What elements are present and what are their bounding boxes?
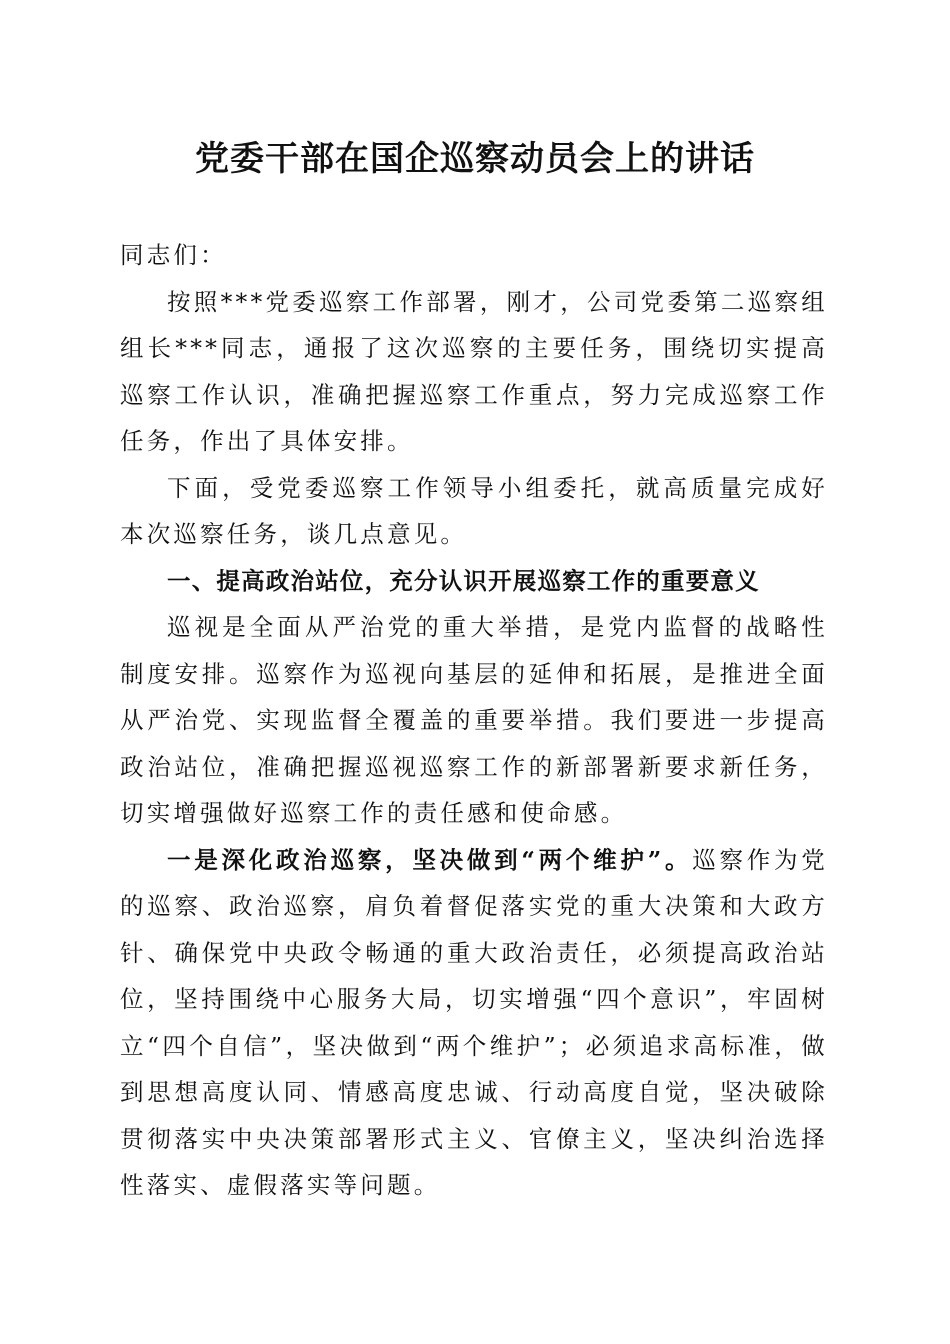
section-paragraph: 巡视是全面从严治党的重大举措，是党内监督的战略性制度安排。巡察作为巡视向基层的延伸和拓展，是推进全面从严治党、实现监督全覆盖的重要举措。我们要进一步提高政治站位，准确把握巡视巡察工作的新部署新要求新任务，切实增强做好巡察工作的责任感和使命感。 — [120, 613, 828, 827]
intro-paragraph: 按照***党委巡察工作部署，刚才，公司党委第二巡察组组长***同志，通报了这次巡察的主要任务，围绕切实提高巡察工作认识，准确把握巡察工作重点，努力完成巡察工作任务，作出了具体安排。 — [120, 287, 828, 455]
page-title: 党委干部在国企巡察动员会上的讲话 — [195, 139, 755, 179]
document-body — [120, 232, 828, 1209]
intro-paragraph: 下面，受党委巡察工作领导小组委托，就高质量完成好本次巡察任务，谈几点意见。 — [120, 473, 828, 548]
point-text: 巡察作为党的巡察、政治巡察，肩负着督促落实党的重大决策和大政方针、确保党中央政令畅通的重大政治责任，必须提高政治站位，坚持围绕中心服务大局，切实增强“四个意识”，牢固树立“四个自信”，坚决做到“两个维护”；必须追求高标准，做到思想高度认同、情感高度忠诚、行动高度自觉，坚决破除贯彻落实中央决策部署形式主义、官僚主义，坚决纠治选择性落实、虚假落实等问题。 — [120, 845, 828, 1199]
point-paragraph — [120, 837, 828, 1209]
salutation: 同志们： — [120, 241, 227, 269]
section-heading: 一、提高政治站位，充分认识开展巡察工作的重要意义 — [167, 566, 760, 595]
point-lead: 一是深化政治巡察，坚决做到“两个维护”。 — [167, 845, 693, 874]
